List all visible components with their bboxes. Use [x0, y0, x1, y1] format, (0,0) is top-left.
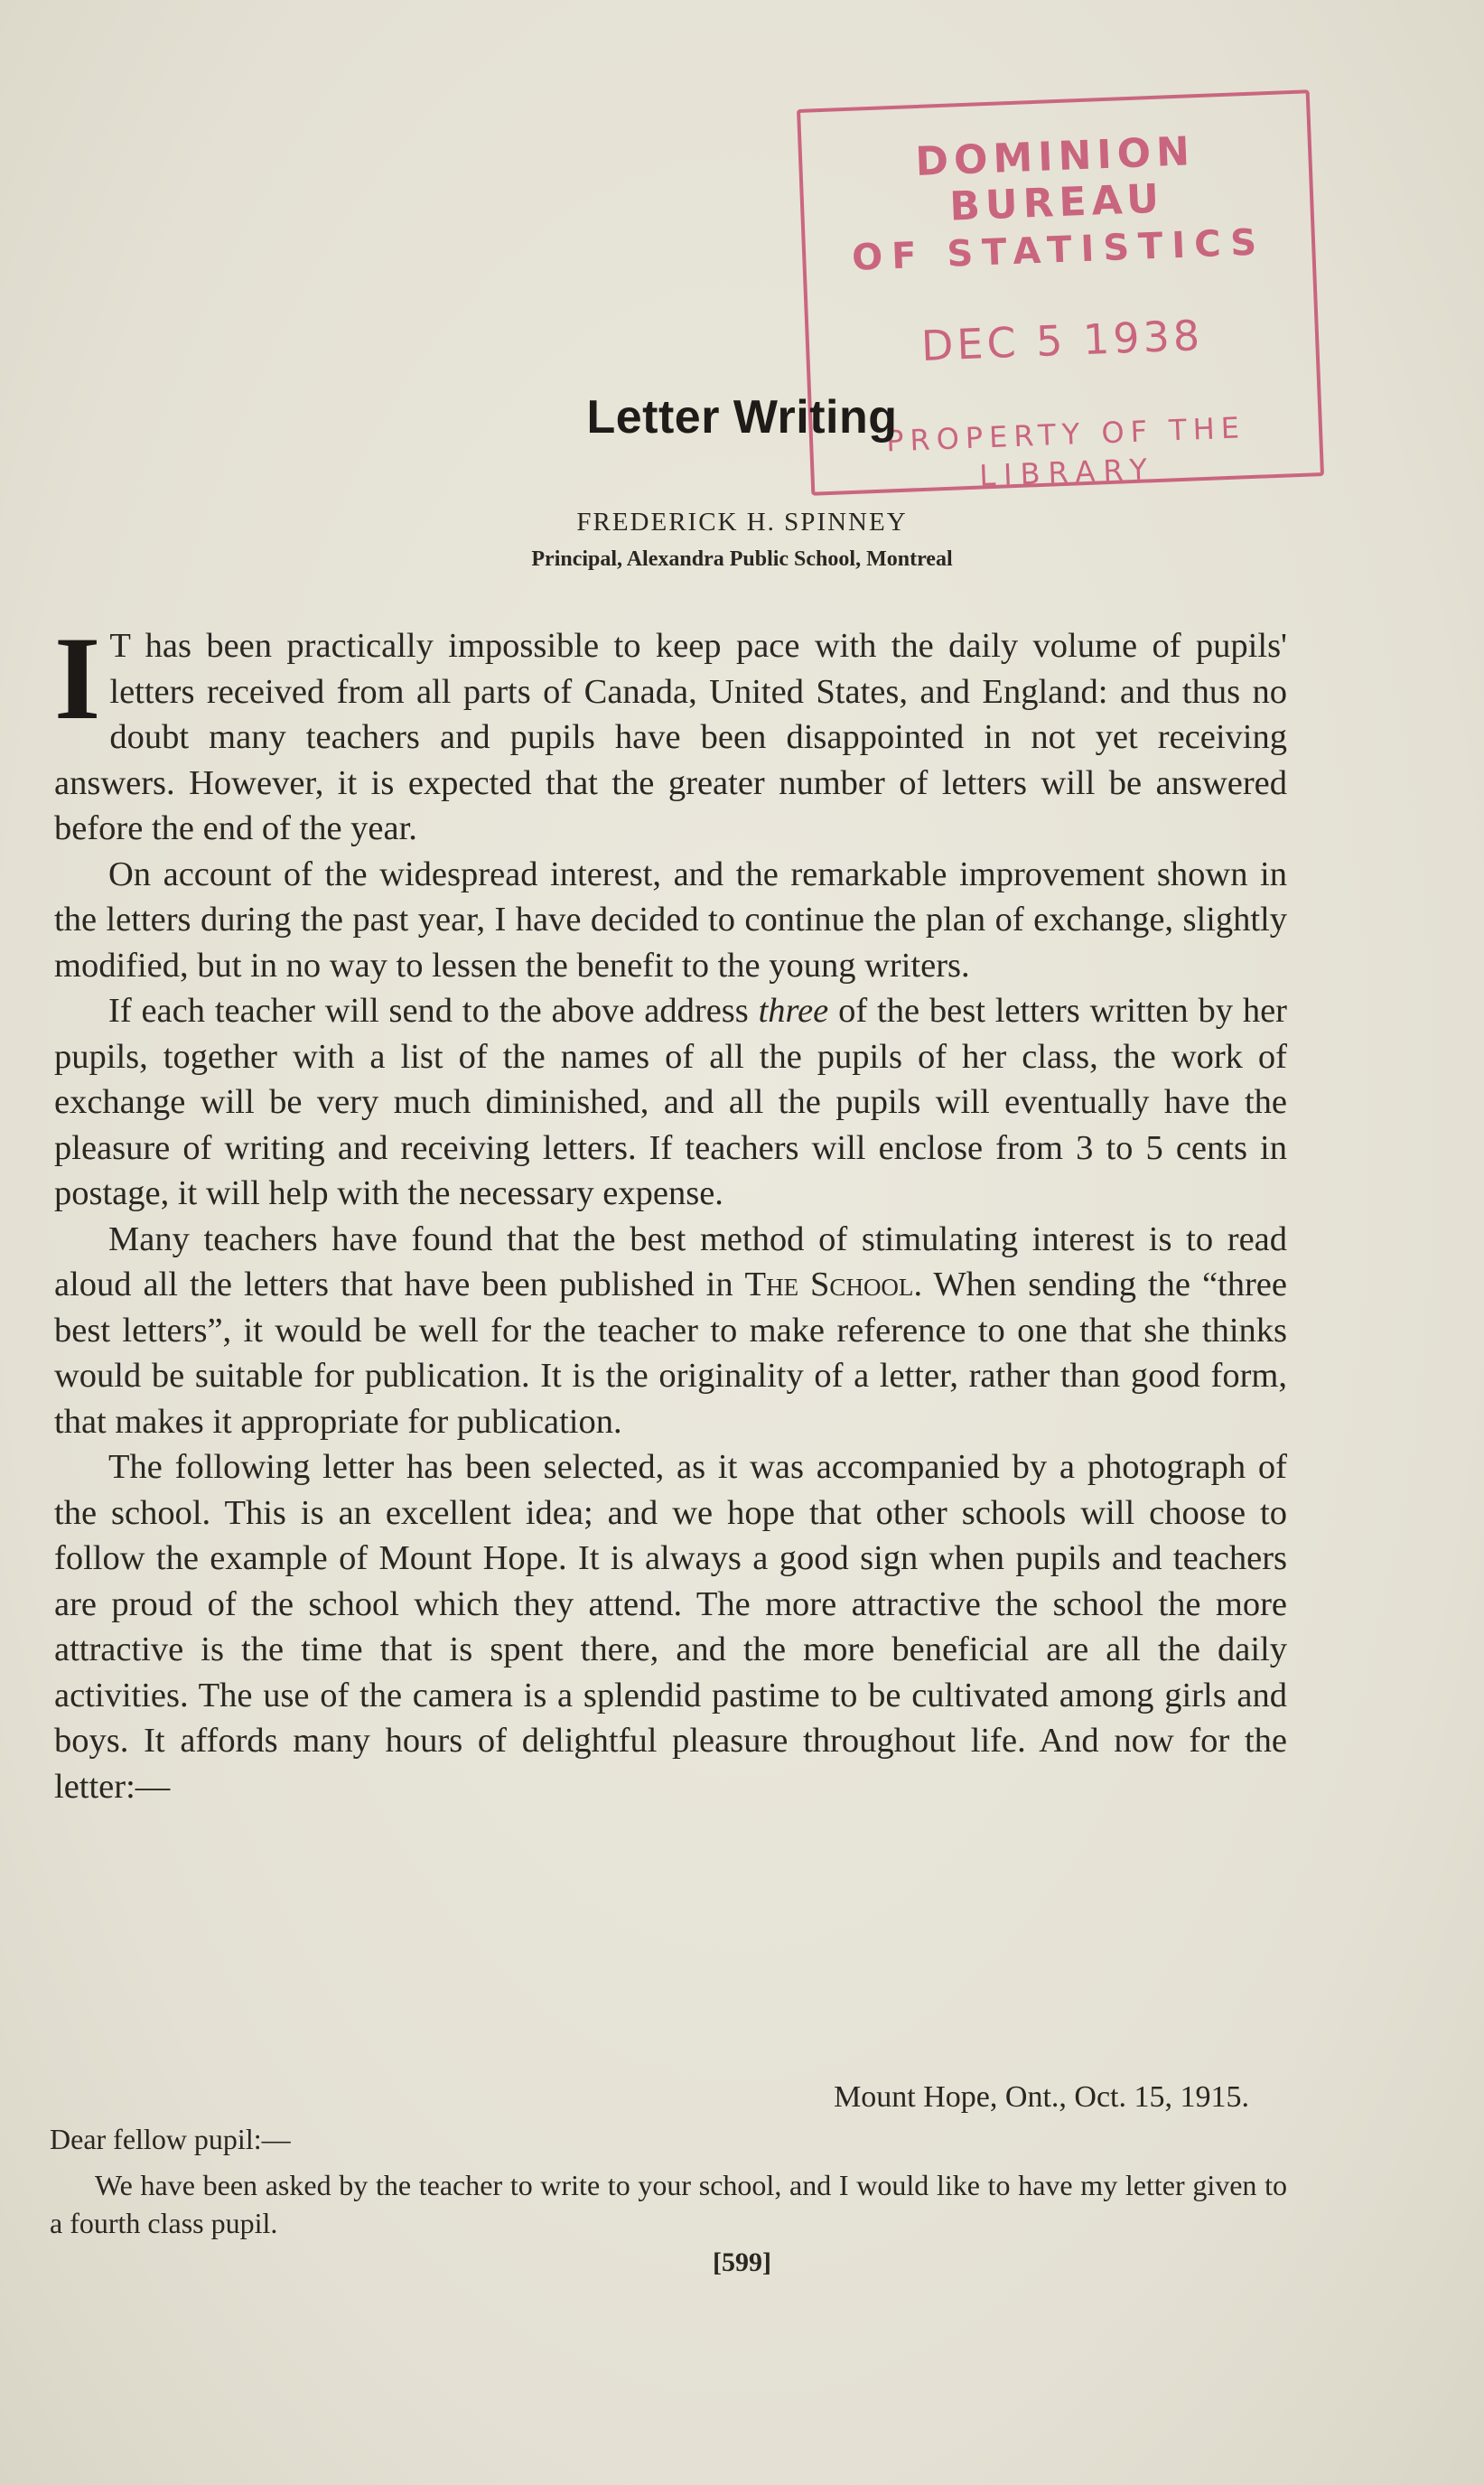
paragraph-3-text-b: of the best letters written by her pupils, together with a list of the names of all the pupils of her class, the work of exchange will be very much diminished, and all the pupils will eventually have the pleasure of writing and receiving letters. If teachers will enclose from 3 to 5 cents in postage, it will help with the necessary expense.: [54, 992, 1287, 1212]
stamp-line-library: LIBRARY: [978, 452, 1156, 493]
drop-cap: I: [54, 612, 101, 744]
stamp-date: DEC 5 1938: [920, 310, 1205, 370]
paragraph-3-text-a: If each teacher will send to the above address: [108, 992, 759, 1030]
paragraph-4-text-a: Many teachers have found that the best method of stimulating interest is to read aloud all the letters that have been published in: [54, 1219, 1287, 1303]
publication-name: The School: [744, 1266, 914, 1303]
paragraph-5: The following letter has been selected, as it was accompanied by a photograph of the school. This is an excellent idea; and we hope that other schools will choose to follow the example of Mount Hope. It is always a good sign when pupils and teachers are proud of the school which they attend. The more attractive the school the more attractive is the time that is spent there, and the more beneficial are all the daily activities. The use of the camera is a splendid pastime to be cultivated among girls and boys. It affords many hours of delightful pleasure throughout life. And now for the letter:—: [54, 1448, 1287, 1806]
article-body: [54, 612, 1287, 1809]
paragraph-4-text-b: . When sending the “three best letters”, it would be well for the teacher to make reference to one that she thinks would be suitable for publication. It is the originality of a letter, rather than good form, that makes it appropriate for publication.: [54, 1266, 1287, 1441]
stamp-line-property: PROPERTY OF THE: [885, 410, 1246, 459]
author-affiliation: Principal, Alexandra Public School, Montreal: [531, 547, 953, 571]
paragraph-4: [54, 1217, 1287, 1445]
letter-body: [50, 2166, 1287, 2242]
paragraph-2: On account of the widespread interest, and the remarkable improvement shown in the letters during the past year, I have decided to continue the plan of exchange, slightly modified, but in no way to lessen the benefit to the young writers.: [54, 855, 1287, 985]
article-title: Letter Writing: [586, 391, 898, 444]
stamp-line-bureau: DOMINION BUREAU: [914, 128, 1196, 230]
paragraph-1-text: T has been practically impossible to keep pace with the daily volume of pupils' letters received from all parts of Canada, United States, and England: and thus no doubt many teachers and pupils have been disappointed in not yet receiving answers. However, it is expected that the greater number of letters will be answered before the end of the year.: [54, 627, 1287, 847]
letter-paragraph: We have been asked by the teacher to write to your school, and I would like to have my letter given to a fourth class pupil.: [50, 2169, 1287, 2239]
paragraph-3-emphasis: three: [758, 992, 829, 1030]
letter-dateline: Mount Hope, Ont., Oct. 15, 1915.: [834, 2080, 1249, 2114]
letter-salutation: Dear fellow pupil:—: [50, 2123, 291, 2155]
paragraph-1: [54, 612, 1287, 852]
paragraph-3: [54, 988, 1287, 1217]
stamp-line-statistics: OF STATISTICS: [851, 221, 1266, 279]
page-number: [599]: [713, 2247, 771, 2277]
article-author: FREDERICK H. SPINNEY: [576, 508, 908, 537]
